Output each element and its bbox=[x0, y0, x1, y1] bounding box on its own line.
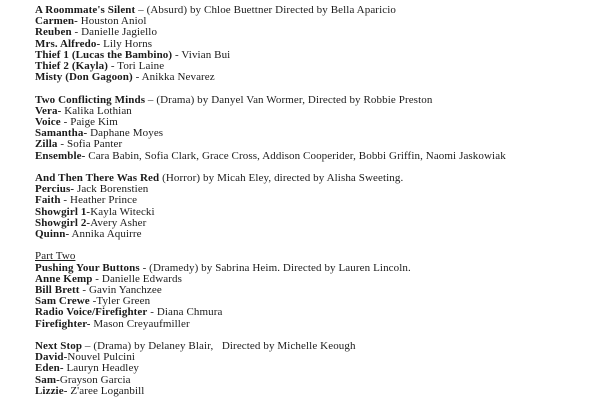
cast-line bbox=[35, 72, 590, 83]
cast-line-bold: Faith bbox=[35, 194, 61, 207]
cast-line-bold: Showgirl 2- bbox=[35, 216, 91, 229]
cast-line-rest: Jack Borenstien bbox=[74, 183, 149, 196]
part-label: Part Two bbox=[35, 250, 76, 263]
cast-line-bold: Mrs. Alfredo- bbox=[35, 37, 101, 50]
document-body bbox=[35, 5, 590, 397]
cast-line-rest: - Paige Kim bbox=[60, 116, 118, 129]
cast-line-rest: -Tyler Green bbox=[89, 295, 151, 308]
play-section bbox=[35, 5, 590, 83]
play-section bbox=[35, 95, 590, 162]
play-header-bold: And Then There Was Red bbox=[35, 172, 160, 185]
cast-line-rest: - Danielle Edwards bbox=[92, 272, 182, 285]
cast-line-bold: Showgirl 1- bbox=[35, 205, 91, 218]
cast-line-bold: Sam Crewe bbox=[35, 295, 90, 308]
cast-line-bold: Anne Kemp bbox=[35, 272, 93, 285]
cast-line-rest: - Sofia Panter bbox=[57, 138, 123, 151]
cast-line-rest: Houston Aniol bbox=[77, 15, 147, 28]
cast-line-bold: Quinn- bbox=[35, 228, 70, 241]
cast-line-bold: Bill Brett bbox=[35, 284, 80, 297]
cast-line-bold: David- bbox=[35, 351, 68, 364]
cast-line-rest: Kalika Lothian bbox=[61, 104, 132, 117]
cast-line-bold: Radio Voice/Firefighter bbox=[35, 306, 148, 319]
cast-line-bold: Eden- bbox=[35, 362, 64, 375]
play-section bbox=[35, 341, 590, 397]
cast-line-rest: Cara Babin, Sofia Clark, Grace Cross, Addison Cooperider, Bobbi Griffin, Naomi Jaskowiak bbox=[85, 149, 506, 162]
cast-line-rest: Mason Creyaufmiller bbox=[90, 317, 190, 330]
cast-line-bold: Ensemble- bbox=[35, 149, 86, 162]
cast-line bbox=[35, 106, 590, 117]
cast-line-rest: Lauryn Headley bbox=[63, 362, 140, 375]
play-header-rest: – (Drama) by Danyel Van Wormer, Directed by Robbie Preston bbox=[145, 93, 433, 106]
cast-line-rest: - Tori Laine bbox=[108, 60, 165, 73]
cast-line-bold: Reuben bbox=[35, 26, 72, 39]
cast-line-bold: Samantha- bbox=[35, 127, 88, 140]
play-header-bold: Pushing Your Buttons bbox=[35, 261, 140, 274]
cast-line-rest: Avery Asher bbox=[90, 216, 147, 229]
cast-line-rest: Lily Horns bbox=[100, 37, 153, 50]
cast-line-bold: Thief 2 (Kayla) bbox=[35, 60, 108, 73]
play-header-rest: (Horror) by Micah Eley, directed by Alisha Sweeting. bbox=[159, 172, 404, 185]
cast-line-rest: - Heather Prince bbox=[60, 194, 138, 207]
cast-line-rest: Nouvel Pulcini bbox=[67, 351, 136, 364]
play-header-bold: Two Conflicting Minds bbox=[35, 93, 146, 106]
cast-line-rest: - Danielle Jagiello bbox=[71, 26, 158, 39]
cast-line-bold: Vera- bbox=[35, 104, 62, 117]
cast-line bbox=[35, 151, 590, 162]
play-header-bold: A Roommate's Silent bbox=[35, 4, 136, 16]
cast-line bbox=[35, 386, 590, 397]
cast-line-rest: Annika Aquirre bbox=[69, 228, 142, 241]
play-header-bold: Next Stop bbox=[35, 340, 83, 353]
cast-line-bold: Percius- bbox=[35, 183, 75, 196]
cast-line bbox=[35, 229, 590, 240]
cast-line-rest: Kayla Witecki bbox=[90, 205, 155, 218]
play-section bbox=[35, 263, 590, 330]
cast-line-bold: Carmen- bbox=[35, 15, 78, 28]
cast-line-bold: Thief 1 (Lucas the Bambino) bbox=[35, 48, 173, 61]
cast-line-rest: - Diana Chmura bbox=[147, 306, 223, 319]
cast-line-bold: Sam- bbox=[35, 373, 60, 386]
cast-line-rest: Z'aree Loganbill bbox=[67, 384, 145, 397]
cast-line-bold: Zilla bbox=[35, 138, 58, 151]
cast-line-rest: - Gavin Yanchzee bbox=[79, 284, 162, 297]
cast-line-rest: Grayson Garcia bbox=[59, 373, 131, 386]
cast-line bbox=[35, 319, 590, 330]
cast-line-bold: Lizzie- bbox=[35, 384, 68, 397]
play-header-rest: – (Drama) by Delaney Blair, Directed by Michelle Keough bbox=[82, 340, 356, 353]
cast-line-bold: Voice bbox=[35, 116, 61, 129]
cast-line-rest: - Anikka Nevarez bbox=[132, 71, 215, 84]
play-section bbox=[35, 173, 590, 240]
play-header-rest: - (Dramedy) by Sabrina Heim. Directed by Lauren Lincoln. bbox=[139, 261, 411, 274]
cast-line-bold: Misty (Don Gagoon) bbox=[35, 71, 133, 84]
cast-line-bold: Firefighter- bbox=[35, 317, 91, 330]
play-header-rest: – (Absurd) by Chloe Buettner Directed by Bella Aparicio bbox=[135, 4, 396, 16]
cast-line-rest: - Vivian Bui bbox=[172, 48, 231, 61]
cast-line-rest: Daphane Moyes bbox=[87, 127, 164, 140]
